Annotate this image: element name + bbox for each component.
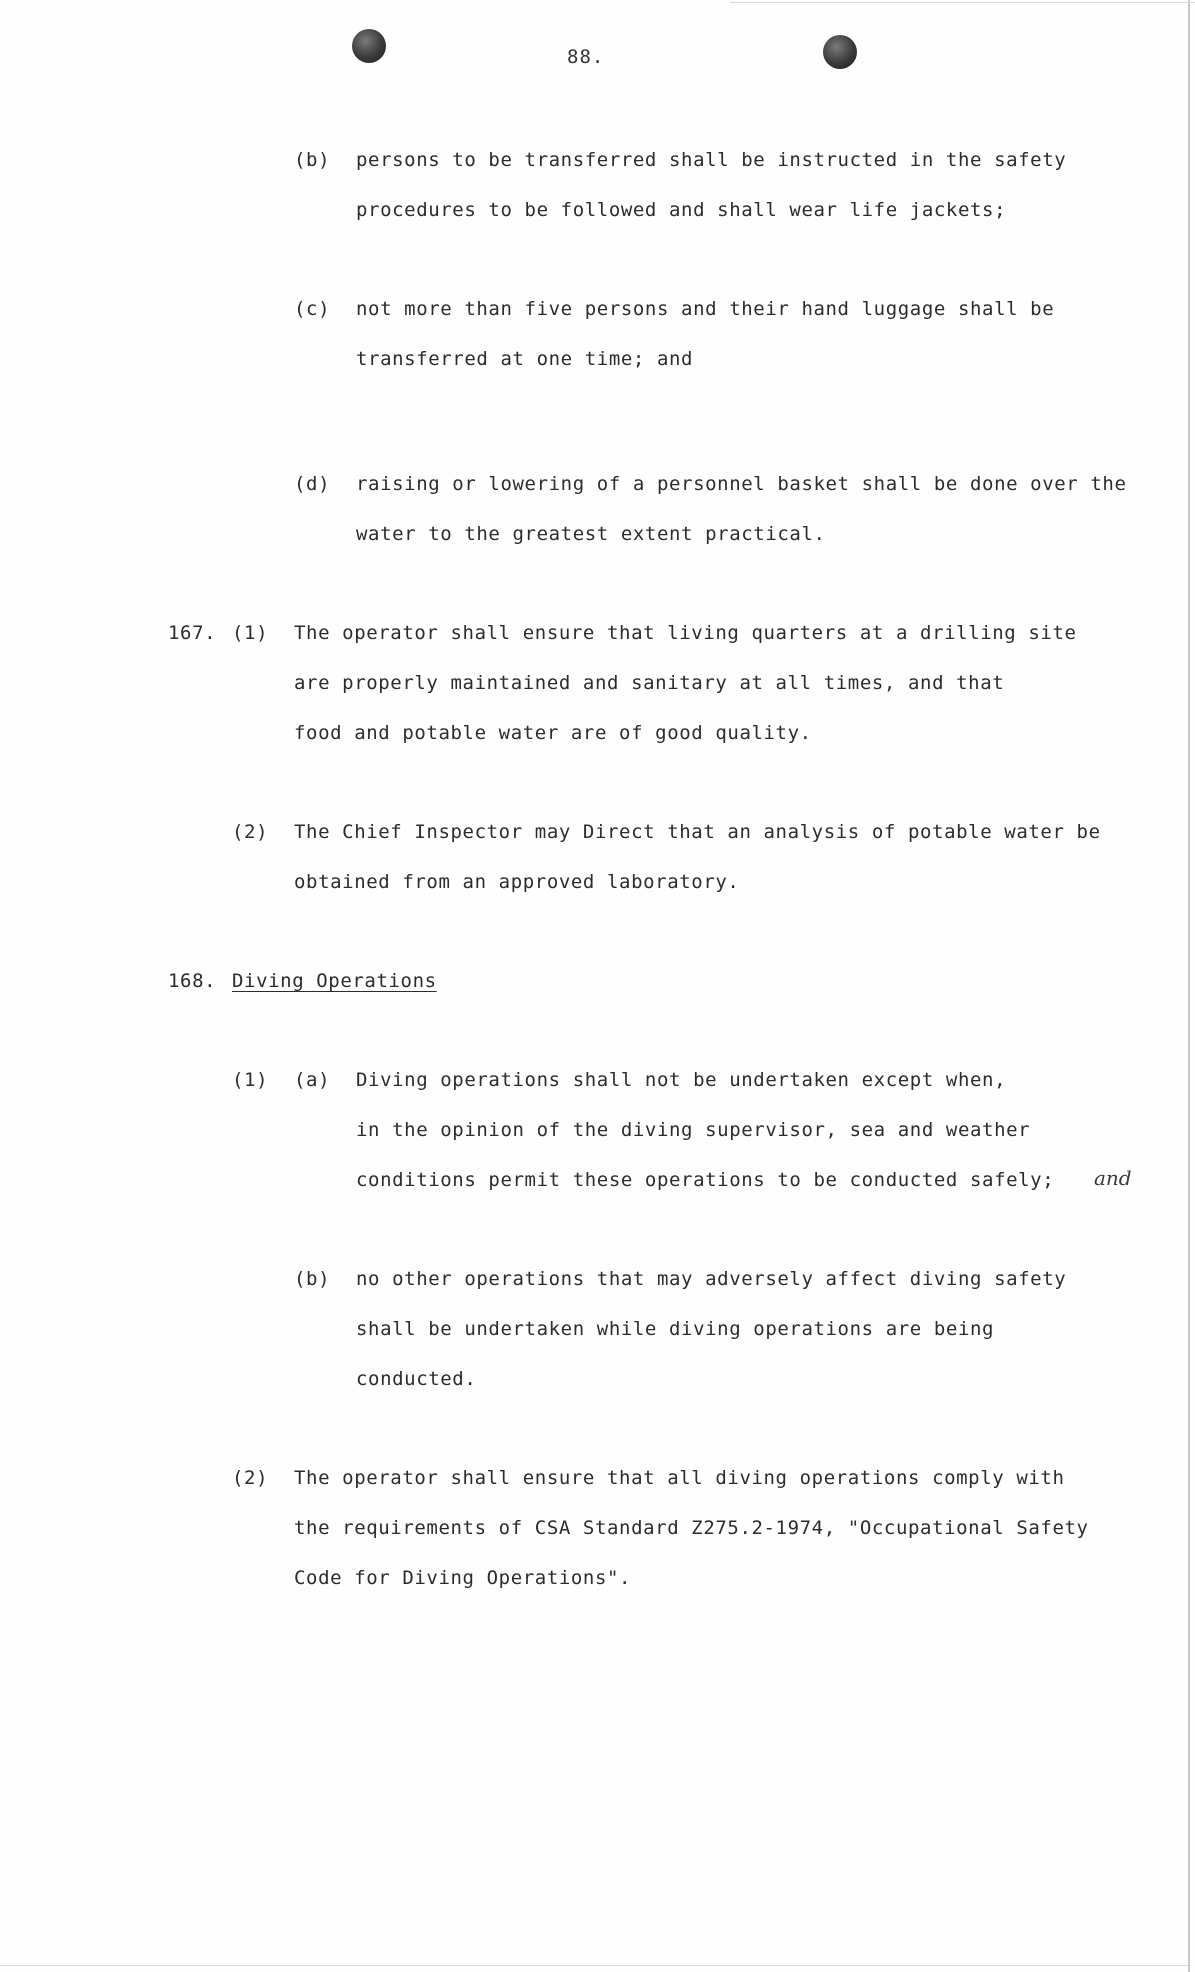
handwritten-annotation: and	[1094, 1166, 1132, 1190]
section-168-sub1-b-line-3: conducted.	[356, 1368, 477, 1390]
section-167-number: 167.	[168, 622, 217, 644]
section-168-sub1-b-marker: (b)	[294, 1268, 331, 1290]
page-edge-right	[1188, 0, 1190, 1972]
punch-hole-right	[823, 35, 857, 69]
section-167-sub2-line-2: obtained from an approved laboratory.	[294, 871, 740, 893]
section-167-sub1-marker: (1)	[232, 622, 269, 644]
section-168-sub2-line-1: The operator shall ensure that all diving operations comply with	[294, 1467, 1065, 1489]
item-b-line-2: procedures to be followed and shall wear life jackets;	[356, 199, 1007, 221]
section-168-sub2-line-2: the requirements of CSA Standard Z275.2-1974, "Occupational Safety	[294, 1517, 1089, 1539]
section-168-number: 168.	[168, 970, 217, 992]
section-167-sub1-line-3: food and potable water are of good quality.	[294, 722, 812, 744]
item-d-marker: (d)	[294, 473, 331, 495]
item-c-line-2: transferred at one time; and	[356, 348, 694, 370]
section-168-sub1-marker: (1)	[232, 1069, 269, 1091]
section-168-sub1-b-line-2: shall be undertaken while diving operations are being	[356, 1318, 995, 1340]
page-edge-top	[730, 2, 1195, 3]
item-b-line-1: persons to be transferred shall be instructed in the safety	[356, 149, 1067, 171]
item-c-line-1: not more than five persons and their hand luggage shall be	[356, 298, 1055, 320]
punch-hole-left	[352, 29, 386, 63]
page-number: 88.	[567, 46, 605, 68]
section-168-sub1-a-line-1: Diving operations shall not be undertaken except when,	[356, 1069, 1007, 1091]
section-168-sub1-a-line-3: conditions permit these operations to be conducted safely;	[356, 1169, 1055, 1191]
section-167-sub1-line-1: The operator shall ensure that living quarters at a drilling site	[294, 622, 1077, 644]
section-167-sub2-marker: (2)	[232, 821, 269, 843]
section-168-sub2-line-3: Code for Diving Operations".	[294, 1567, 632, 1589]
item-b-marker: (b)	[294, 149, 331, 171]
item-d-line-2: water to the greatest extent practical.	[356, 523, 826, 545]
section-167-sub1-line-2: are properly maintained and sanitary at all times, and that	[294, 672, 1005, 694]
section-168-heading: Diving Operations	[232, 970, 437, 992]
section-168-sub1-a-marker: (a)	[294, 1069, 331, 1091]
section-168-sub2-marker: (2)	[232, 1467, 269, 1489]
section-168-sub1-a-line-2: in the opinion of the diving supervisor, sea and weather	[356, 1119, 1031, 1141]
section-168-sub1-b-line-1: no other operations that may adversely affect diving safety	[356, 1268, 1067, 1290]
section-167-sub2-line-1: The Chief Inspector may Direct that an analysis of potable water be	[294, 821, 1101, 843]
item-c-marker: (c)	[294, 298, 331, 320]
page-edge-bottom	[0, 1965, 1188, 1966]
item-d-line-1: raising or lowering of a personnel basket shall be done over the	[356, 473, 1127, 495]
